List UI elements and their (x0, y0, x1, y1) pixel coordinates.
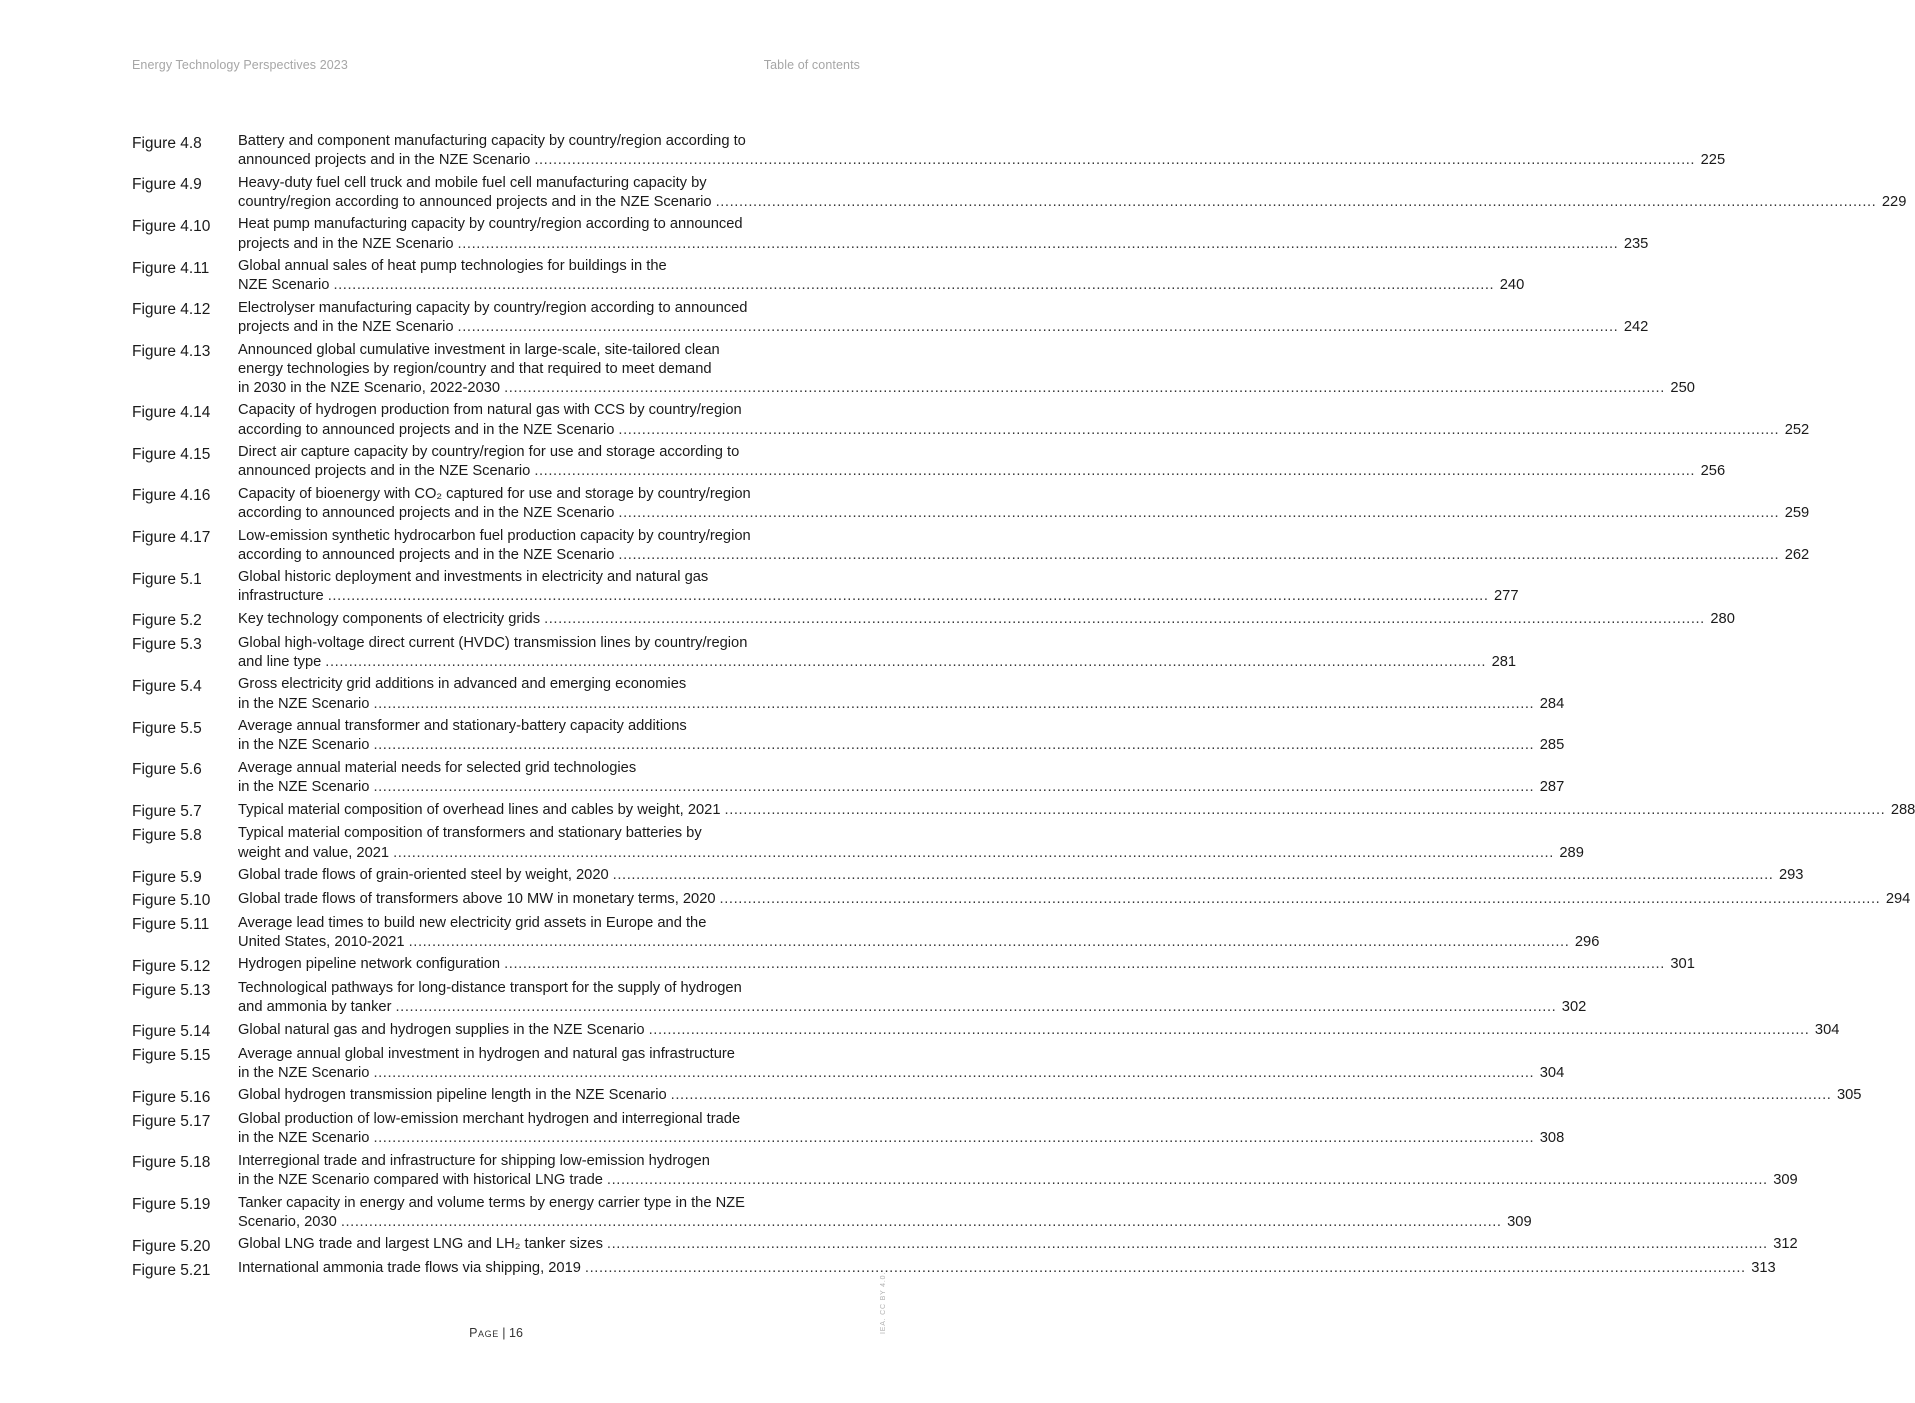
caption-line: Global trade flows of transformers above 10 MW in monetary terms, 2020 (238, 890, 716, 907)
caption-line: Average lead times to build new electricity grid assets in Europe and the (238, 914, 707, 931)
toc-entry[interactable] (132, 824, 1584, 862)
dot-leader (716, 193, 1877, 212)
figure-number: Figure 4.10 (132, 217, 211, 235)
page-ref[interactable]: 235 (1623, 235, 1649, 252)
caption-line: International ammonia trade flows via shipping, 2019 (238, 1260, 581, 1277)
caption-last-line (238, 1129, 1564, 1148)
figure-number: Figure 5.9 (132, 868, 202, 886)
figure-number: Figure 5.8 (132, 826, 202, 844)
toc-entry[interactable] (132, 1152, 1798, 1190)
page-footer (0, 1326, 992, 1340)
caption-line: according to announced projects and in the NZE Scenario (238, 505, 615, 522)
figure-caption (238, 866, 1803, 885)
page-label: Page (469, 1326, 499, 1340)
caption-last-line (238, 1259, 1776, 1278)
caption-last-line (238, 1171, 1798, 1190)
caption-line: Heavy-duty fuel cell truck and mobile fuel cell manufacturing capacity by (238, 174, 707, 191)
dot-leader (504, 955, 1665, 974)
caption-line: projects and in the NZE Scenario (238, 319, 454, 336)
figure-caption (238, 1152, 1798, 1190)
figure-number: Figure 4.16 (132, 487, 211, 505)
figure-caption (238, 824, 1584, 862)
caption-line: in the NZE Scenario (238, 1130, 370, 1147)
caption-line: Global annual sales of heat pump technologies for buildings in the (238, 258, 667, 275)
caption-line: Announced global cumulative investment in large-scale, site-tailored clean (238, 341, 720, 358)
page-ref[interactable]: 308 (1539, 1130, 1565, 1147)
caption-line: Heat pump manufacturing capacity by country/region according to announced (238, 216, 743, 233)
dot-leader (373, 695, 1534, 714)
caption-line: in the NZE Scenario (238, 695, 370, 712)
caption-line: in 2030 in the NZE Scenario, 2022-2030 (238, 379, 501, 396)
dot-leader (504, 379, 1665, 398)
page-ref[interactable]: 304 (1539, 1064, 1565, 1081)
dot-leader (649, 1021, 1810, 1040)
dot-leader (534, 151, 1695, 170)
figure-number: Figure 4.15 (132, 445, 211, 463)
page-ref[interactable]: 229 (1881, 193, 1907, 210)
dot-leader (373, 736, 1534, 755)
figure-number: Figure 4.12 (132, 301, 211, 319)
dot-leader (607, 1171, 1768, 1190)
caption-last-line (238, 610, 1735, 629)
caption-line: Typical material composition of transformers and stationary batteries by (238, 825, 702, 842)
figure-caption (238, 979, 1586, 1017)
caption-line: Scenario, 2030 (238, 1213, 337, 1230)
figure-number: Figure 4.14 (132, 403, 211, 421)
figure-number: Figure 5.16 (132, 1088, 211, 1106)
dot-leader (373, 1129, 1534, 1148)
figure-number: Figure 4.17 (132, 529, 211, 547)
toc-entry[interactable] (132, 955, 1695, 976)
figure-caption (238, 215, 1648, 253)
figure-number: Figure 5.19 (132, 1196, 211, 1214)
caption-last-line (238, 235, 1648, 254)
caption-last-line (238, 546, 1809, 565)
figure-caption (238, 1235, 1798, 1254)
page-ref[interactable]: 309 (1773, 1172, 1798, 1189)
figure-number: Figure 5.4 (132, 677, 202, 695)
page-ref[interactable]: 288 (1890, 801, 1915, 818)
toc-entry[interactable] (132, 215, 1649, 253)
running-header (132, 58, 860, 72)
figure-caption (238, 1021, 1839, 1040)
caption-last-line (238, 933, 1599, 952)
page-ref[interactable]: 256 (1700, 463, 1726, 480)
toc-entry[interactable] (132, 485, 1810, 523)
caption-last-line (238, 462, 1725, 481)
toc-entry[interactable] (132, 568, 1519, 606)
figure-number: Figure 5.6 (132, 761, 202, 779)
caption-line: Gross electricity grid additions in advanced and emerging economies (238, 676, 687, 693)
caption-last-line (238, 1213, 1532, 1232)
dot-leader (618, 546, 1779, 565)
page-ref[interactable]: 240 (1499, 277, 1525, 294)
toc-entry[interactable] (132, 1235, 1798, 1256)
caption-last-line (238, 998, 1586, 1017)
page-ref[interactable]: 284 (1539, 695, 1565, 712)
figure-number: Figure 5.10 (132, 892, 211, 910)
toc-entry[interactable] (132, 1110, 1565, 1148)
caption-last-line (238, 1064, 1564, 1083)
figure-number: Figure 5.12 (132, 957, 211, 975)
dot-leader (720, 890, 1881, 909)
figure-number: Figure 5.20 (132, 1237, 211, 1255)
dot-leader (613, 866, 1774, 885)
dot-leader (393, 844, 1554, 863)
caption-last-line (238, 379, 1695, 398)
figure-number: Figure 5.3 (132, 636, 202, 654)
figure-caption (238, 568, 1519, 606)
caption-last-line (238, 1086, 1861, 1105)
page-ref[interactable]: 225 (1700, 152, 1726, 169)
toc-entry[interactable] (132, 801, 1915, 822)
dot-leader (618, 504, 1779, 523)
dot-leader (725, 801, 1886, 820)
figure-number: Figure 5.18 (132, 1154, 211, 1172)
toc-entry[interactable] (132, 675, 1565, 713)
page-ref[interactable]: 312 (1773, 1236, 1798, 1253)
caption-last-line (238, 890, 1910, 909)
caption-last-line (238, 801, 1915, 820)
page-ref[interactable]: 296 (1574, 933, 1600, 950)
dot-leader (534, 462, 1695, 481)
figure-number: Figure 5.13 (132, 981, 211, 999)
dot-leader (409, 933, 1570, 952)
toc-entry[interactable] (132, 890, 1911, 911)
dot-leader (373, 1064, 1534, 1083)
figure-caption (238, 1086, 1861, 1105)
caption-last-line (238, 866, 1803, 885)
figure-caption (238, 1194, 1532, 1232)
caption-line: Average annual transformer and stationary-battery capacity additions (238, 718, 687, 735)
caption-line: Hydrogen pipeline network configuration (238, 956, 501, 973)
caption-line: Battery and component manufacturing capacity by country/region according to (238, 133, 746, 149)
figure-caption (238, 955, 1695, 974)
caption-last-line (238, 1235, 1798, 1254)
caption-line: Average annual global investment in hydrogen and natural gas infrastructure (238, 1045, 735, 1062)
caption-line: country/region according to announced projects and in the NZE Scenario (238, 193, 712, 210)
page-ref[interactable]: 289 (1559, 844, 1584, 861)
figure-caption (238, 299, 1648, 337)
figure-caption (238, 1045, 1564, 1083)
caption-last-line (238, 504, 1809, 523)
figure-caption (238, 634, 1516, 672)
figure-caption (238, 610, 1735, 629)
caption-line: projects and in the NZE Scenario (238, 235, 454, 252)
toc-entry[interactable] (132, 759, 1565, 797)
page-ref[interactable]: 309 (1507, 1213, 1532, 1230)
toc-entry[interactable] (132, 299, 1649, 337)
caption-line: infrastructure (238, 588, 324, 605)
figure-caption (238, 717, 1564, 755)
page-ref[interactable]: 280 (1710, 610, 1735, 627)
figure-number: Figure 5.11 (132, 916, 210, 934)
caption-line: Average annual material needs for selected grid technologies (238, 759, 637, 776)
caption-line: Global production of low-emission merchant hydrogen and interregional trade (238, 1111, 741, 1128)
page-ref[interactable]: 293 (1778, 867, 1804, 884)
toc-entry[interactable] (132, 979, 1587, 1017)
caption-last-line (238, 276, 1524, 295)
toc-entry[interactable] (132, 717, 1565, 755)
caption-line: in the NZE Scenario (238, 779, 370, 796)
caption-line: according to announced projects and in the NZE Scenario (238, 546, 615, 563)
figure-caption (238, 759, 1564, 797)
figure-number: Figure 5.1 (132, 570, 202, 588)
caption-last-line (238, 421, 1809, 440)
figure-caption (238, 485, 1809, 523)
figure-caption (238, 675, 1564, 713)
page-separator: | (498, 1326, 510, 1340)
figure-caption (238, 801, 1915, 820)
figure-caption (238, 401, 1809, 439)
caption-line: energy technologies by region/country and that required to meet demand (238, 360, 712, 377)
caption-line: Global LNG trade and largest LNG and LH₂ tanker sizes (238, 1236, 603, 1253)
toc-entry[interactable] (132, 634, 1517, 672)
figure-number: Figure 5.15 (132, 1047, 211, 1065)
caption-line: Typical material composition of overhead lines and cables by weight, 2021 (238, 801, 721, 818)
page-ref[interactable]: 313 (1751, 1260, 1776, 1277)
toc-entry[interactable] (132, 1086, 1862, 1107)
figure-caption (238, 890, 1910, 909)
caption-line: and line type (238, 653, 322, 670)
caption-line: Interregional trade and infrastructure for shipping low-emission hydrogen (238, 1152, 710, 1169)
caption-last-line (238, 778, 1564, 797)
caption-last-line (238, 955, 1695, 974)
license-mark: IEA. CC BY 4.0. (880, 1271, 887, 1334)
caption-last-line (238, 193, 1906, 212)
caption-line: Electrolyser manufacturing capacity by country/region according to announced (238, 299, 748, 316)
figure-number: Figure 5.7 (132, 803, 202, 821)
caption-line: Capacity of hydrogen production from natural gas with CCS by country/region (238, 402, 742, 419)
figure-number: Figure 5.5 (132, 719, 202, 737)
figure-number: Figure 5.14 (132, 1023, 211, 1041)
page-ref[interactable]: 250 (1670, 379, 1695, 396)
figure-number: Figure 4.9 (132, 176, 202, 194)
caption-line: United States, 2010-2021 (238, 933, 405, 950)
caption-line: Global natural gas and hydrogen supplies in the NZE Scenario (238, 1021, 645, 1038)
figure-number: Figure 4.8 (132, 134, 202, 152)
toc-entry[interactable] (132, 610, 1735, 631)
toc-entry[interactable] (132, 866, 1804, 887)
figure-caption (238, 443, 1725, 481)
caption-line: announced projects and in the NZE Scenario (238, 152, 531, 169)
toc-entry[interactable] (132, 1194, 1532, 1232)
caption-line: weight and value, 2021 (238, 844, 390, 861)
dot-leader (458, 318, 1619, 337)
caption-line: NZE Scenario (238, 277, 330, 294)
figure-number: Figure 4.11 (132, 259, 210, 277)
toc-entry[interactable] (132, 914, 1600, 952)
figure-caption (238, 1259, 1776, 1278)
table-of-figures (132, 132, 1915, 1283)
page-ref[interactable]: 301 (1670, 956, 1695, 973)
toc-entry[interactable] (132, 527, 1810, 565)
page-ref[interactable]: 285 (1539, 737, 1565, 754)
caption-last-line (238, 695, 1564, 714)
caption-line: Technological pathways for long-distance transport for the supply of hydrogen (238, 980, 742, 997)
page-ref[interactable]: 294 (1885, 890, 1911, 907)
dot-leader (333, 276, 1494, 295)
toc-entry[interactable] (132, 1259, 1776, 1280)
caption-last-line (238, 318, 1648, 337)
toc-entry[interactable] (132, 401, 1810, 439)
caption-line: in the NZE Scenario compared with historical LNG trade (238, 1172, 603, 1189)
caption-last-line (238, 653, 1516, 672)
dot-leader (607, 1235, 1768, 1254)
dot-leader (618, 421, 1779, 440)
dot-leader (396, 998, 1557, 1017)
toc-entry[interactable] (132, 443, 1726, 481)
caption-line: Tanker capacity in energy and volume terms by energy carrier type in the NZE (238, 1194, 745, 1211)
caption-line: Key technology components of electricity grids (238, 610, 541, 627)
figure-number: Figure 5.2 (132, 612, 202, 630)
figure-caption (238, 527, 1809, 565)
page-ref[interactable]: 252 (1784, 421, 1810, 438)
figure-caption (238, 914, 1599, 952)
toc-entry[interactable] (132, 174, 1907, 212)
caption-last-line (238, 844, 1584, 863)
figure-number: Figure 5.17 (132, 1112, 211, 1130)
caption-line: Global historic deployment and investments in electricity and natural gas (238, 569, 709, 586)
toc-entry[interactable] (132, 132, 1726, 170)
page-ref[interactable]: 305 (1836, 1087, 1862, 1104)
figure-caption (238, 257, 1524, 295)
figure-number: Figure 4.13 (132, 343, 211, 361)
caption-last-line (238, 151, 1725, 170)
caption-line: Capacity of bioenergy with CO₂ captured for use and storage by country/region (238, 485, 751, 502)
figure-number: Figure 5.21 (132, 1261, 211, 1279)
toc-entry[interactable] (132, 1045, 1565, 1083)
caption-line: Global trade flows of grain-oriented steel by weight, 2020 (238, 867, 609, 884)
caption-line: in the NZE Scenario (238, 737, 370, 754)
caption-line: Global hydrogen transmission pipeline length in the NZE Scenario (238, 1087, 667, 1104)
caption-line: according to announced projects and in the NZE Scenario (238, 421, 615, 438)
caption-line: Low-emission synthetic hydrocarbon fuel production capacity by country/region (238, 527, 751, 544)
caption-last-line (238, 1021, 1839, 1040)
caption-line: in the NZE Scenario (238, 1064, 370, 1081)
figure-caption (238, 132, 1725, 170)
dot-leader (325, 653, 1486, 672)
page-number: 16 (509, 1326, 523, 1340)
page-ref[interactable]: 277 (1494, 588, 1519, 605)
caption-line: Direct air capture capacity by country/region for use and storage according to (238, 444, 740, 461)
page-ref[interactable]: 281 (1491, 653, 1517, 670)
dot-leader (671, 1086, 1832, 1105)
caption-line: Global high-voltage direct current (HVDC) transmission lines by country/region (238, 634, 748, 651)
figure-caption (238, 174, 1906, 212)
caption-last-line (238, 587, 1519, 606)
dot-leader (585, 1259, 1746, 1278)
page-ref[interactable]: 304 (1814, 1021, 1840, 1038)
toc-entry[interactable] (132, 257, 1525, 295)
dot-leader (373, 778, 1534, 797)
caption-line: announced projects and in the NZE Scenario (238, 463, 531, 480)
caption-last-line (238, 736, 1564, 755)
page-ref[interactable]: 302 (1561, 999, 1587, 1016)
page-ref[interactable]: 242 (1623, 319, 1649, 336)
dot-leader (341, 1213, 1502, 1232)
figure-caption (238, 341, 1695, 399)
dot-leader (458, 235, 1619, 254)
dot-leader (544, 610, 1705, 629)
toc-entry[interactable] (132, 341, 1695, 399)
page-ref[interactable]: 262 (1784, 546, 1810, 563)
caption-line: and ammonia by tanker (238, 999, 392, 1016)
document-title: Energy Technology Perspectives 2023 (132, 58, 348, 72)
dot-leader (328, 587, 1489, 606)
toc-entry[interactable] (132, 1021, 1840, 1042)
figure-caption (238, 1110, 1564, 1148)
section-title: Table of contents (763, 58, 860, 72)
page-ref[interactable]: 259 (1784, 505, 1810, 522)
page-ref[interactable]: 287 (1539, 779, 1565, 796)
